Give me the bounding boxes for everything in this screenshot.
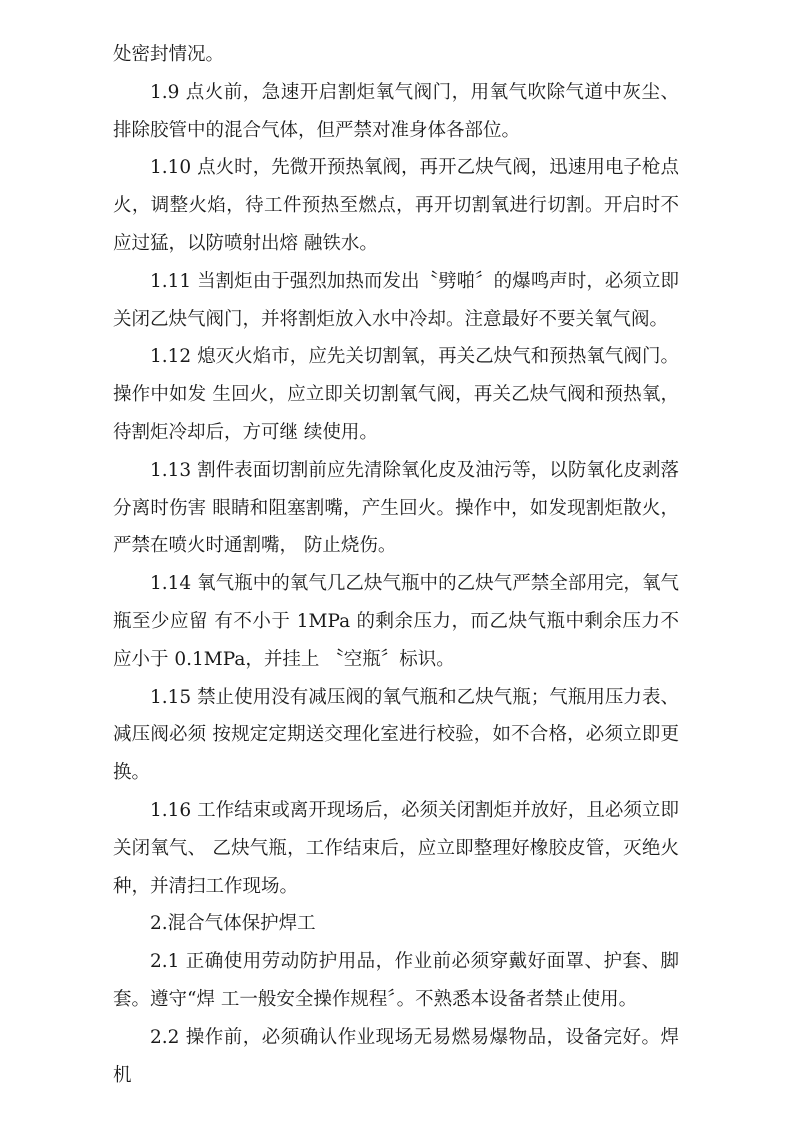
paragraph-1-11: 1.11 当割炬由于强烈加热而发出〝劈啪〞的爆鸣声时，必须立即关闭乙炔气阀门，并将割炬放入水中冷却。注意最好不要关氧气阀。 (113, 270, 679, 330)
document-page (113, 36, 679, 1094)
paragraph-2-1: 2.1 正确使用劳动防护用品，作业前必须穿戴好面罩、护套、脚套。遵守“焊 工一般安全操作规程〞。不熟悉本设备者禁止使用。 (113, 951, 679, 1010)
paragraph-2-2: 2.2 操作前，必须确认作业现场无易燃易爆物品，设备完好。焊机 (113, 1026, 679, 1086)
paragraph-1-9: 1.9 点火前，急速开启割炬氧气阀门，用氧气吹除气道中灰尘、排除胶管中的混合气体，但严禁对准身体各部位。 (113, 81, 679, 141)
paragraph-1-12: 1.12 熄灭火焰市，应先关切割氧，再关乙炔气和预热氧气阀门。操作中如发 生回火，应立即关切割氧气阀，再关乙炔气阀和预热氧，待割炬冷却后，方可继 续使用。 (113, 346, 679, 443)
paragraph-1-13: 1.13 割件表面切割前应先清除氧化皮及油污等，以防氧化皮剥落分离时伤害 眼睛和阻塞割嘴，产生回火。操作中，如发现割炬散火，严禁在喷火时通割嘴， 防止烧伤。 (113, 459, 679, 557)
paragraph-1-10: 1.10 点火时，先微开预热氧阀，再开乙炔气阀，迅速用电子枪点火，调整火焰，待工件预热至燃点，再开切割氧进行切割。开启时不应过猛，以防喷射出熔 融铁水。 (113, 157, 679, 254)
paragraph-1-15: 1.15 禁止使用没有减压阀的氧气瓶和乙炔气瓶；气瓶用压力表、减压阀必须 按规定定期送交理化室进行校验，如不合格，必须立即更换。 (113, 686, 679, 784)
section-heading-2: 2.混合气体保护焊工 (150, 913, 316, 935)
paragraph-1-14: 1.14 氧气瓶中的氧气几乙炔气瓶中的乙炔气严禁全部用完，氧气瓶至少应留 有不小于 1MPa 的剩余压力，而乙炔气瓶中剩余压力不应小于 0.1MPa，并挂上 〝空瓶〞标识。 (113, 573, 679, 670)
paragraph-1-16: 1.16 工作结束或离开现场后，必须关闭割炬并放好，且必须立即关闭氧气、 乙炔气瓶，工作结束后，应立即整理好橡胶皮管，灭绝火种，并清扫工作现场。 (113, 799, 679, 897)
paragraph-continuation: 处密封情况。 (113, 44, 225, 65)
